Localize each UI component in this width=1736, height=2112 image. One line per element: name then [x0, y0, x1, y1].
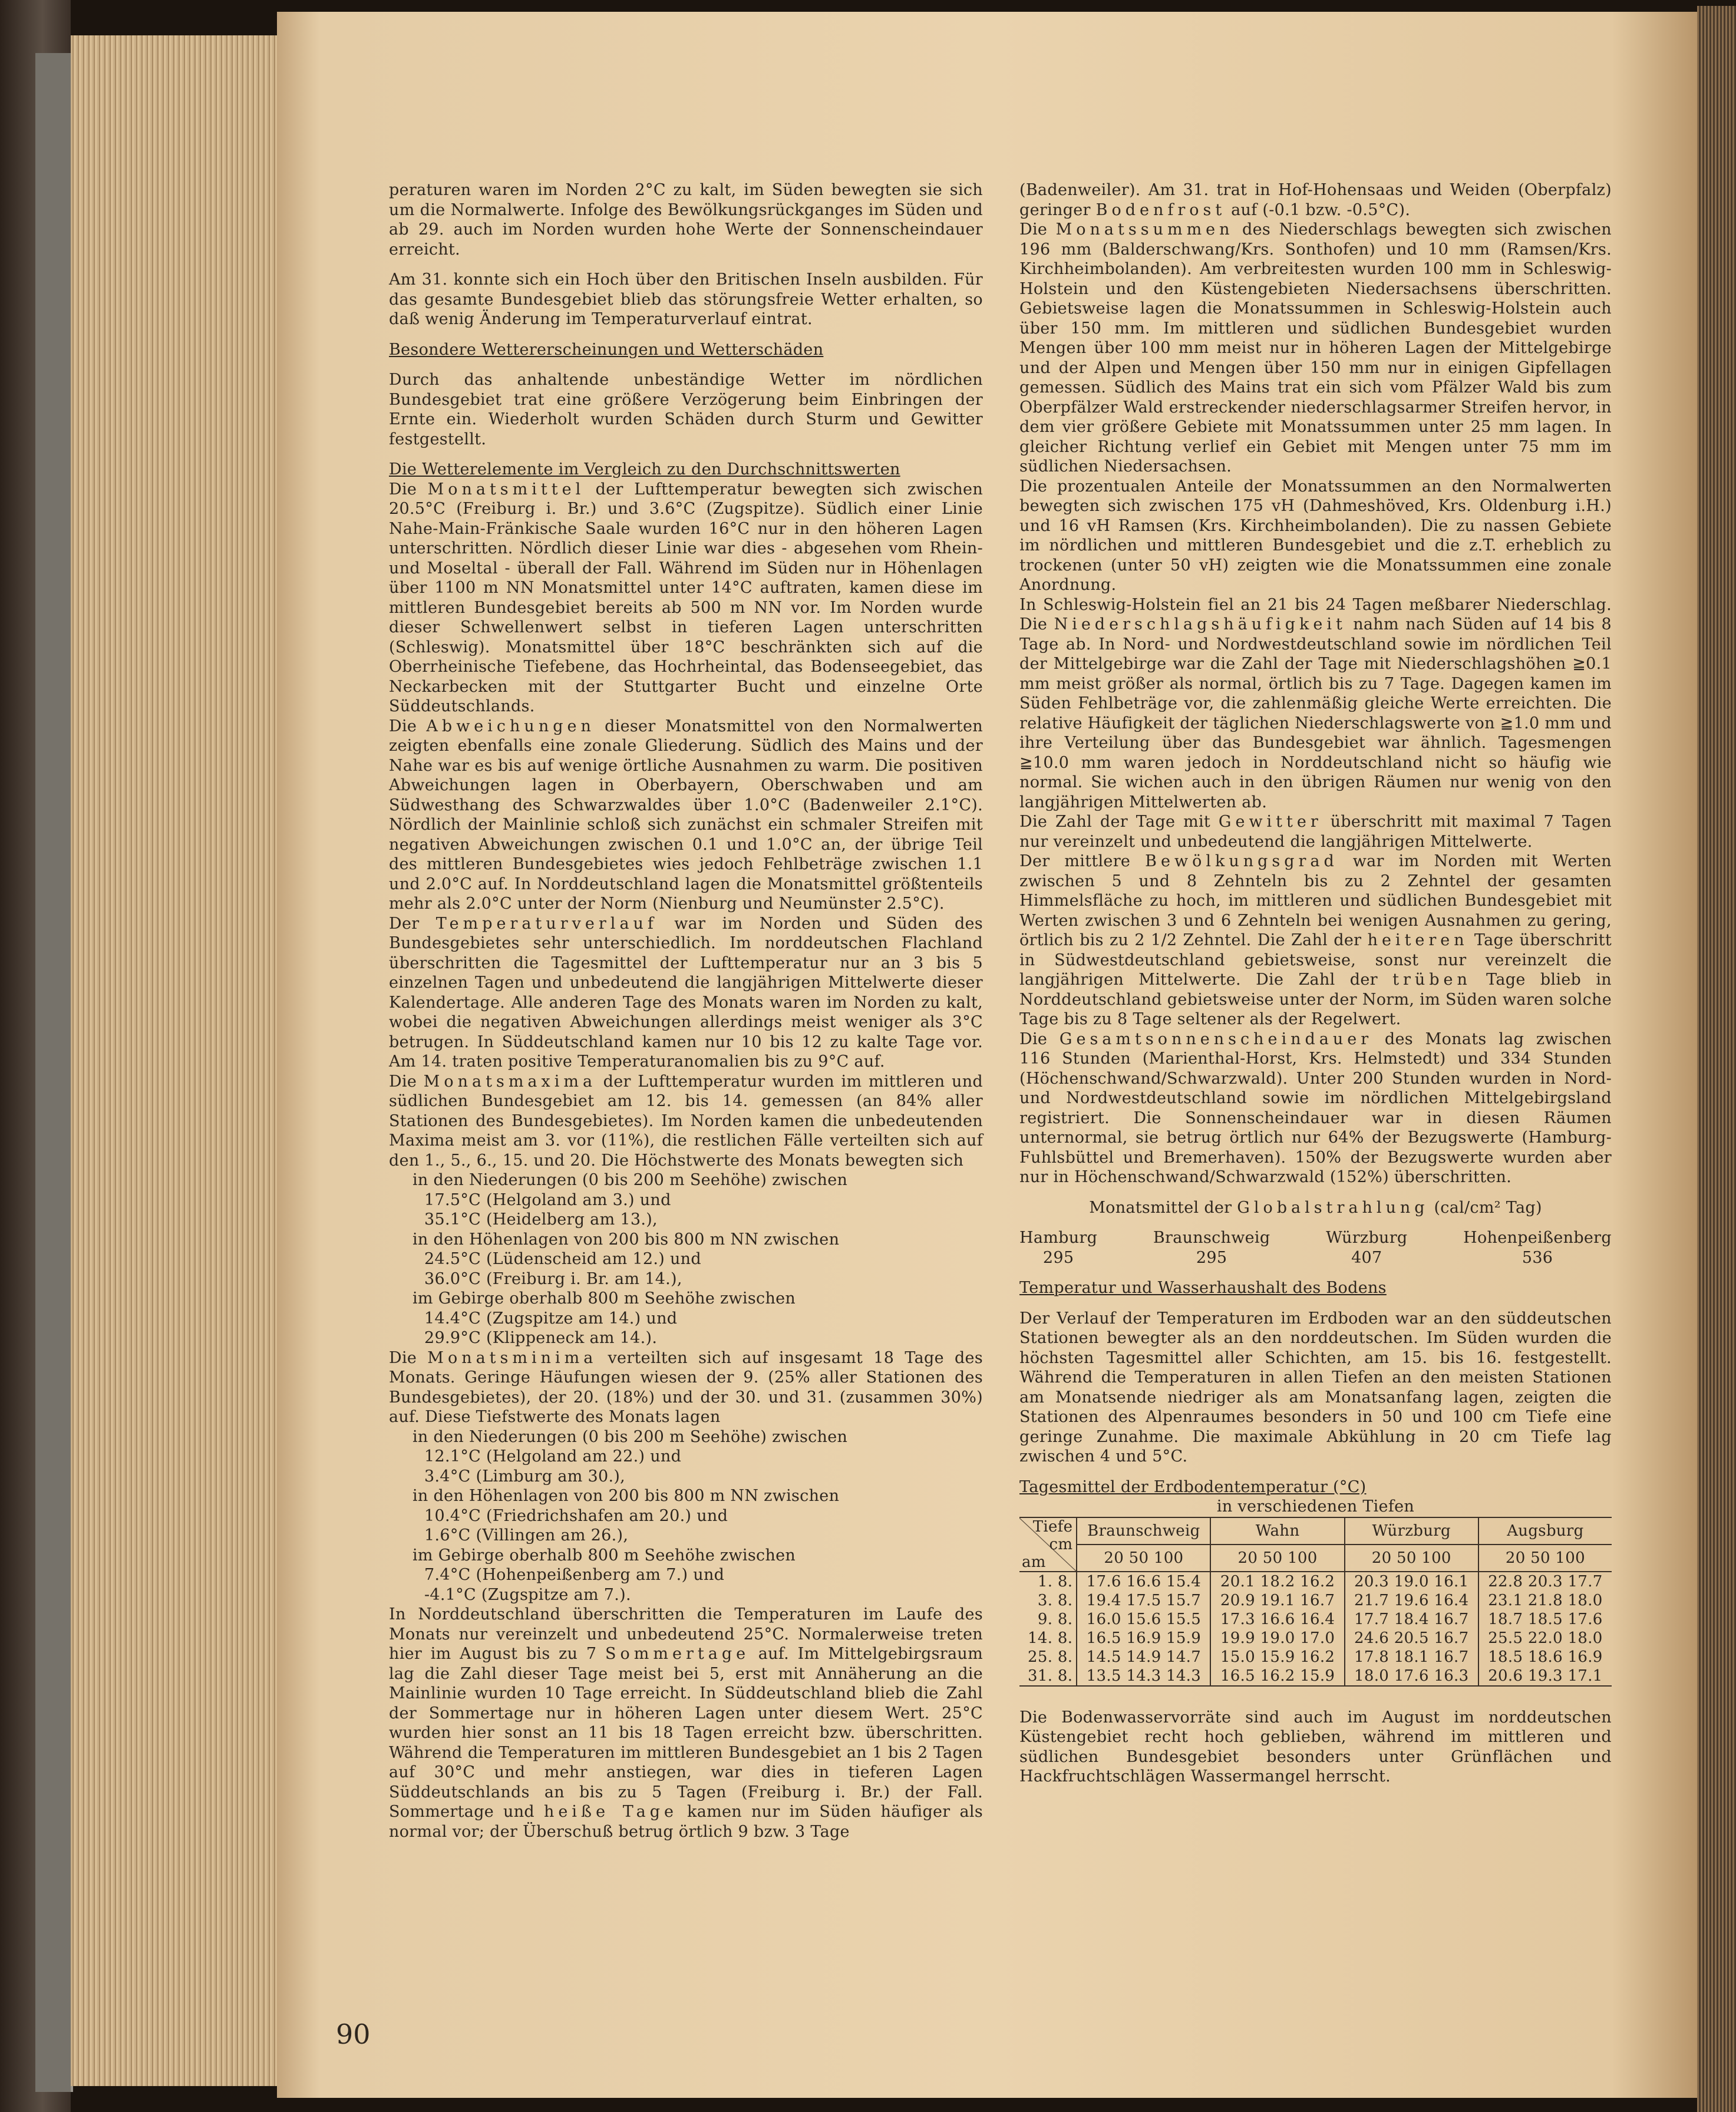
list-line: 10.4°C (Friedrichshafen am 20.) und	[424, 1506, 728, 1525]
paragraph: Durch das anhaltende unbeständige Wetter im nördlichen Bundesgebiet trat eine größere Verzögerung beim Einbringen der Ernte ein. Wiederholt wurden Schäden durch Sturm und Gewitter festgestellt.	[389, 371, 983, 448]
table-cell: 19.9 19.0 17.0	[1210, 1629, 1344, 1648]
table-depth-header: 20 50 100	[1345, 1545, 1478, 1572]
section-heading: Die Wetterelemente im Vergleich zu den Durchschnittswerten	[389, 460, 900, 478]
table-date-cell: 14. 8.	[1028, 1629, 1073, 1647]
table-corner: Tiefe cm am	[1019, 1517, 1077, 1572]
paragraph: Die Bodenwasservorräte sind auch im August im norddeutschen Küstengebiet recht hoch geblieben, während im mittleren und südlichen Bundesgebiet besonders unter Grünflächen und Hackfruchtschlägen Wassermangel herrscht.	[1019, 1708, 1612, 1786]
maxima-list	[389, 1170, 983, 1348]
table-cell: 17.3 16.6 16.4	[1210, 1610, 1344, 1629]
list-line: 17.5°C (Helgoland am 3.) und	[424, 1190, 671, 1209]
minima-list	[389, 1427, 983, 1605]
table-cell: 24.6 20.5 16.7	[1345, 1629, 1478, 1648]
list-line: im Gebirge oberhalb 800 m Seehöhe zwischen	[412, 1546, 796, 1565]
table-cell: 16.5 16.2 15.9	[1210, 1666, 1344, 1686]
table-cell: 20.1 18.2 16.2	[1210, 1572, 1344, 1591]
page-number: 90	[336, 2018, 371, 2050]
left-column	[389, 180, 983, 1842]
station-value: 295	[1042, 1248, 1074, 1267]
table-date-cell: 31. 8.	[1019, 1666, 1077, 1686]
radiation-stations	[1019, 1228, 1612, 1268]
list-line: 14.4°C (Zugspitze am 14.) und	[424, 1309, 678, 1328]
list-line: 29.9°C (Klippeneck am 14.).	[424, 1329, 658, 1347]
table-cell: 25.5 22.0 18.0	[1478, 1629, 1612, 1648]
table-row	[1019, 1648, 1612, 1666]
table-cell: 18.0 17.6 16.3	[1345, 1666, 1478, 1686]
list-line: 3.4°C (Limburg am 30.),	[424, 1467, 626, 1486]
paragraph: Die Abweichungen dieser Monatsmittel von den Normalwerten zeigten ebenfalls eine zonale Gliederung. Südlich des Mains und der Nahe war es bis auf wenige örtliche Ausnahmen zu warm. Die positiven Abweichungen lagen in Oberbayern, Oberschwaben und am Südwesthang des Schwarzwaldes über 1.0°C (Badenweiler 2.1°C). Nördlich der Mainlinie schloß sich zunächst ein schmaler Streifen mit negativen Abweichungen zwischen 0.1 und 1.0°C an, der übrige Teil des mittleren Bundesgebietes wies jedoch Fehlbeträge zwischen 1.1 und 2.0°C auf. In Norddeutschland lagen die Monatsmittel größtenteils mehr als 2.0°C unter der Norm (Nienburg und Neumünster 2.5°C).	[389, 717, 983, 913]
radiation-heading: Monatsmittel der Globalstrahlung (cal/cm² Tag)	[1089, 1198, 1542, 1217]
list-line: in den Niederungen (0 bis 200 m Seehöhe) zwischen	[412, 1171, 848, 1189]
table-cell: 20.3 19.0 16.1	[1345, 1572, 1478, 1591]
paragraph: Die Monatsmaxima der Lufttemperatur wurden im mittleren und südlichen Bundesgebiet am 12. bis 14. gemessen (an 84% aller Stationen des Bundesgebietes). Im Norden kamen die unbedeutenden Maxima meist am 3. vor (11%), die restlichen Fälle verteilten sich auf den 1., 5., 6., 15. und 20. Die Höchstwerte des Monats bewegten sich	[389, 1072, 983, 1170]
section-heading: Besondere Wettererscheinungen und Wetterschäden	[389, 340, 824, 359]
table-subtitle: in verschiedenen Tiefen	[1216, 1497, 1415, 1516]
list-line: 35.1°C (Heidelberg am 13.),	[424, 1210, 658, 1229]
list-line: 36.0°C (Freiburg i. Br. am 14.),	[424, 1269, 682, 1288]
table-cell: 16.0 15.6 15.5	[1077, 1610, 1210, 1629]
table-cell: 18.5 18.6 16.9	[1478, 1648, 1612, 1666]
table-cell: 15.0 15.9 16.2	[1210, 1648, 1344, 1666]
list-line: -4.1°C (Zugspitze am 7.).	[424, 1585, 631, 1604]
station-value: 295	[1196, 1248, 1227, 1267]
table-cell: 17.6 16.6 15.4	[1077, 1572, 1210, 1591]
paragraph: In Schleswig-Holstein fiel an 21 bis 24 Tagen meßbarer Niederschlag. Die Niederschlagshäufigkeit nahm nach Süden auf 14 bis 8 Tage ab. In Nord- und Nordwestdeutschland sowie im nördlichen Teil der Mittelgebirge war die Zahl der Tage mit Niederschlagshöhen ≧0.1 mm meist größer als normal, örtlich bis zu 7 Tage. Dagegen kamen im Süden Fehlbeträge vor, die zahlenmäßig gleiche Werte erreichten. Die relative Häufigkeit der täglichen Niederschlagswerte von ≧1.0 mm und ihre Verteilung über das Bundesgebiet war ähnlich. Tagesmengen ≧10.0 mm waren jedoch in Norddeutschland nicht so häufig wie normal. Sie wichen auch in den übrigen Räumen nur wenig von den langjährigen Mittelwerten ab.	[1019, 595, 1612, 811]
paragraph: Am 31. konnte sich ein Hoch über den Britischen Inseln ausbilden. Für das gesamte Bundesgebiet blieb das störungsfreie Wetter erhalten, so daß wenig Änderung im Temperaturverlauf eintrat.	[389, 270, 983, 328]
table-date-cell: 3. 8.	[1037, 1591, 1073, 1609]
list-line: 24.5°C (Lüdenscheid am 12.) und	[424, 1250, 701, 1268]
table-depth-header: 20 50 100	[1077, 1545, 1210, 1572]
table-row	[1019, 1572, 1612, 1591]
station-value: 536	[1522, 1248, 1553, 1267]
table-cell: 22.8 20.3 17.7	[1478, 1572, 1612, 1591]
table-depth-header: 20 50 100	[1210, 1545, 1344, 1572]
table-cell: 17.7 18.4 16.7	[1345, 1610, 1478, 1629]
table-row	[1019, 1591, 1612, 1610]
list-line: in den Höhenlagen von 200 bis 800 m NN zwischen	[412, 1230, 840, 1249]
table-depth-header: 20 50 100	[1478, 1545, 1612, 1572]
table-station-header: Würzburg	[1345, 1517, 1478, 1545]
table-cell: 21.7 19.6 16.4	[1345, 1591, 1478, 1610]
table-station-header: Augsburg	[1478, 1517, 1612, 1545]
list-line: 12.1°C (Helgoland am 22.) und	[424, 1447, 682, 1466]
table-cell: 18.7 18.5 17.6	[1478, 1610, 1612, 1629]
table-cell: 23.1 21.8 18.0	[1478, 1591, 1612, 1610]
table-station-header: Wahn	[1210, 1517, 1344, 1545]
paragraph: Die prozentualen Anteile der Monatssummen an den Normalwerten bewegten sich zwischen 175 vH (Dahmeshöved, Krs. Oldenburg i.H.) und 16 vH Ramsen (Krs. Kirchheimbolanden). Die zu nassen Gebiete im nördlichen und mittleren Bundesgebiet und die z.T. erheblich zu trockenen (unter 50 vH) zeigten wie die Monatssummen eine zonale Anordnung.	[1019, 477, 1612, 594]
right-column	[1019, 180, 1612, 1787]
table-station-header: Braunschweig	[1077, 1517, 1210, 1545]
paragraph: Der mittlere Bewölkungsgrad war im Norden mit Werten zwischen 5 und 8 Zehnteln bis zu 2 Zehntel der gesamten Himmelsfläche zu hoch, im mittleren und südlichen Bundesgebiet mit Werten zwischen 3 und 6 Zehnteln bei wenigen Ausnahmen zu gering, örtlich bis zu 2 1/2 Zehntel. Die Zahl der heiteren Tage überschritt in Südwestdeutschland gebietsweise, sonst nur vereinzelt die langjährigen Mittelwerte. Die Zahl der trüben Tage blieb in Norddeutschland gebietsweise unter der Norm, im Süden waren solche Tage bis zu 8 Tage seltener als der Regelwert.	[1019, 852, 1612, 1028]
paragraph: In Norddeutschland überschritten die Temperaturen im Laufe des Monats nur vereinzelt und unbedeutend 25°C. Normalerweise treten hier im August bis zu 7 Sommertage auf. Im Mittelgebirgsraum lag die Zahl dieser Tage meist bei 5, erst mit Annäherung an die Mainlinie wurden 10 Tage erreicht. In Süddeutschland blieb die Zahl der Sommertage nur in höheren Lagen unter diesem Wert. 25°C wurden hier sonst an 11 bis 18 Tagen erreicht bzw. überschritten. Während die Temperaturen im mittleren Bundesgebiet an 1 bis 2 Tagen auf 30°C und mehr anstiegen, war dies in tieferen Lagen Süddeutschlands an bis zu 5 Tagen (Freiburg i. Br.) der Fall. Sommertage und heiße Tage kamen nur im Süden häufiger als normal vor; der Überschuß betrug örtlich 9 bzw. 3 Tage	[389, 1605, 983, 1841]
table-date-cell: 25. 8.	[1028, 1648, 1073, 1666]
paragraph: peraturen waren im Norden 2°C zu kalt, im Süden bewegten sie sich um die Normalwerte. Infolge des Bewölkungsrückganges im Süden und ab 29. auch im Norden wurden hohe Werte der Sonnenscheindauer erreicht.	[389, 181, 983, 259]
paragraph: Die Zahl der Tage mit Gewitter überschritt mit maximal 7 Tagen nur vereinzelt und unbedeutend die langjährigen Mittelwerte.	[1019, 813, 1612, 851]
table-cell: 14.5 14.9 14.7	[1077, 1648, 1210, 1666]
paragraph: Die Monatsmittel der Lufttemperatur bewegten sich zwischen 20.5°C (Freiburg i. Br.) und 3.6°C (Zugspitze). Südlich einer Linie Nahe-Main-Fränkische Saale wurden 16°C nur in den höheren Lagen unterschritten. Nördlich dieser Linie war dies - abgesehen vom Rhein- und Moseltal - überall der Fall. Während im Süden nur in Höhenlagen über 1100 m NN Monatsmittel unter 14°C auftraten, kamen diese im mittleren Bundesgebiet bereits ab 500 m NN vor. Im Norden wurde dieser Schwellenwert selbst in tieferen Lagen unterschritten (Schleswig). Monatsmittel über 18°C beschränkten sich auf die Oberrheinische Tiefebene, das Hochrheintal, das Bodenseegebiet, das Neckarbecken mit der Stuttgarter Bucht und einzelne Orte Süddeutschlands.	[389, 480, 983, 715]
list-line: 7.4°C (Hohenpeißenberg am 7.) und	[424, 1566, 725, 1584]
table-cell: 17.8 18.1 16.7	[1345, 1648, 1478, 1666]
right-page-edges	[1697, 6, 1736, 2112]
table-cell: 19.4 17.5 15.7	[1077, 1591, 1210, 1610]
station-name: Braunschweig	[1153, 1229, 1270, 1247]
paragraph: Der Verlauf der Temperaturen im Erdboden war an den süddeutschen Stationen bewegter als an den norddeutschen. Im Süden wurden die höchsten Tagesmittel aller Schichten, am 15. bis 16. festgestellt. Während die Temperaturen in allen Tiefen an den meisten Stationen am Monatsende niedriger als am Monatsanfang lagen, zeigten die Stationen des Alpenraumes besonders in 50 und 100 cm Tiefe eine geringe Zunahme. Die maximale Abkühlung in 20 cm Tiefe lag zwischen 4 und 5°C.	[1019, 1309, 1612, 1466]
table-cell: 13.5 14.3 14.3	[1077, 1666, 1210, 1686]
table-cell: 16.5 16.9 15.9	[1077, 1629, 1210, 1648]
list-line: in den Höhenlagen von 200 bis 800 m NN zwischen	[412, 1487, 840, 1505]
station-entry	[1153, 1228, 1270, 1268]
list-line: in den Niederungen (0 bis 200 m Seehöhe) zwischen	[412, 1427, 848, 1446]
table-cell: 20.9 19.1 16.7	[1210, 1591, 1344, 1610]
soil-temperature-table	[1019, 1517, 1612, 1687]
table-row	[1019, 1666, 1612, 1686]
paragraph: Die Gesamtsonnenscheindauer des Monats lag zwischen 116 Stunden (Marienthal-Horst, Krs. Helmstedt) und 334 Stunden (Höchenschwand/Schwarzwald). Unter 200 Stunden wurden in Nord- und Nordwestdeutschland sowie im nördlichen Mittelgebirgsland registriert. Die Sonnenscheindauer war in diesen Räumen unternormal, sie betrug örtlich nur 64% der Bezugswerte (Hamburg-Fuhlsbüttel und Bremerhaven). 150% der Bezugswerte wurden aber nur in Höchenschwand/Schwarzwald (152%) überschritten.	[1019, 1029, 1612, 1186]
table-row	[1019, 1610, 1612, 1629]
paragraph: (Badenweiler). Am 31. trat in Hof-Hohensaas und Weiden (Oberpfalz) geringer Bodenfrost auf (-0.1 bzw. -0.5°C).	[1019, 181, 1612, 219]
paragraph: Der Temperaturverlauf war im Norden und Süden des Bundesgebietes sehr unterschiedlich. Im norddeutschen Flachland überschritten die Tagesmittel der Lufttemperatur nur an 3 bis 5 einzelnen Tagen und unbedeutend die langjährigen Mittelwerte dieser Kalendertage. Alle anderen Tage des Monats waren im Norden zu kalt, wobei die negativen Abweichungen allerdings meist weniger als 3°C betrugen. In Süddeutschland kamen nur 10 bis 12 zu kalte Tage vor. Am 14. traten positive Temperaturanomalien bis zu 9°C auf.	[389, 914, 983, 1071]
list-line: im Gebirge oberhalb 800 m Seehöhe zwischen	[412, 1289, 796, 1308]
paragraph: Die Monatsminima verteilten sich auf insgesamt 18 Tage des Monats. Geringe Häufungen wiesen der 9. (25% aller Stationen des Bundesgebietes), der 20. (18%) und der 30. und 31. (zusammen 30%) auf. Diese Tiefstwerte des Monats lagen	[389, 1348, 983, 1426]
station-value: 407	[1351, 1248, 1382, 1267]
table-title: Tagesmittel der Erdbodentemperatur (°C)	[1019, 1477, 1367, 1496]
station-name: Hohenpeißenberg	[1463, 1229, 1612, 1247]
station-entry	[1326, 1228, 1407, 1268]
station-entry	[1019, 1228, 1097, 1268]
station-name: Hamburg	[1019, 1229, 1098, 1247]
table-row	[1019, 1629, 1612, 1648]
paragraph: Die Monatssummen des Niederschlags bewegten sich zwischen 196 mm (Balderschwang/Krs. Sonthofen) und 10 mm (Ramsen/Krs. Kirchheimbolanden). Am verbreitesten wurden 100 mm in Schleswig-Holstein und den Küstengebieten Niedersachsens überschritten. Gebietsweise lagen die Monatssummen in Schleswig-Holstein auch über 150 mm. Im mittleren und südlichen Bundesgebiet wurden Mengen über 100 mm meist nur in höheren Lagen der Mittelgebirge und der Alpen und Mengen über 150 mm nur in einigen Gipfellagen gemessen. Südlich des Mains trat ein sich vom Pfälzer Wald bis zum Oberpfälzer Wald erstreckender niederschlagsarmer Streifen hervor, in dem vier größere Gebiete mit Monatssummen unter 25 mm lagen. In gleicher Richtung verlief ein Gebiet mit Mengen unter 75 mm im südlichen Niedersachsen.	[1019, 220, 1612, 476]
station-name: Würzburg	[1326, 1229, 1408, 1247]
binding-cloth	[35, 53, 73, 2092]
table-date-cell: 1. 8.	[1037, 1572, 1073, 1590]
list-line: 1.6°C (Villingen am 26.),	[424, 1526, 629, 1545]
table-cell: 20.6 19.3 17.1	[1478, 1666, 1612, 1686]
table-date-cell: 9. 8.	[1037, 1610, 1073, 1628]
page-edges	[71, 35, 283, 2086]
station-entry	[1463, 1228, 1612, 1268]
section-heading: Temperatur und Wasserhaushalt des Bodens	[1019, 1279, 1387, 1297]
